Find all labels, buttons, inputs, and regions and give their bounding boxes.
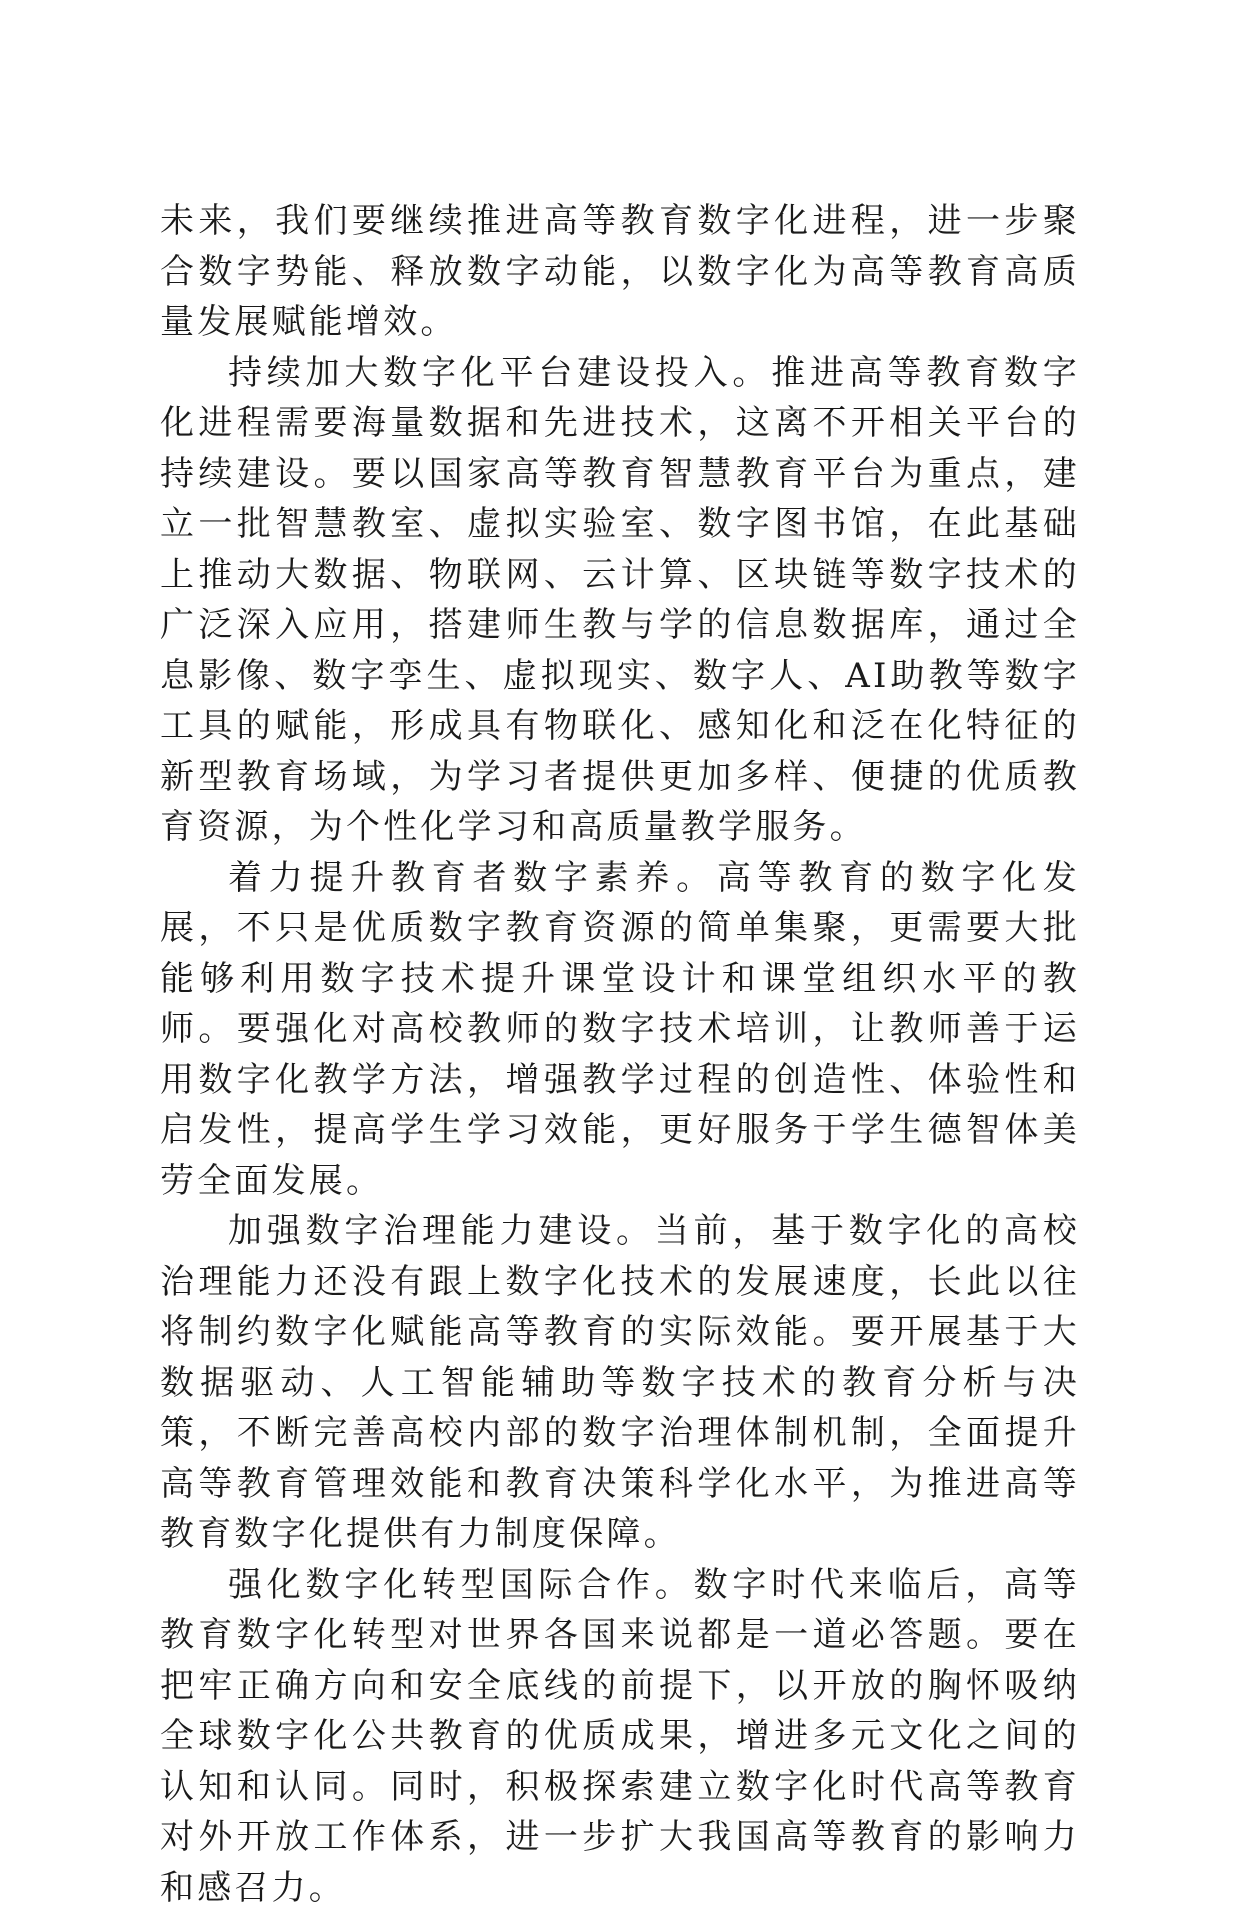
paragraph-platform-construction: 持续加大数字化平台建设投入。推进高等教育数字化进程需要海量数据和先进技术，这离不开相关平台的持续建设。要以国家高等教育智慧教育平台为重点，建立一批智慧教室、虚拟实验室、数字图书馆，在此基础上推动大数据、物联网、云计算、区块链等数字技术的广泛深入应用，搭建师生教与学的信息数据库，通过全息影像、数字孪生、虚拟现实、数字人、AI助教等数字工具的赋能，形成具有物联化、感知化和泛在化特征的新型教育场域，为学习者提供更加多样、便捷的优质教育资源，为个性化学习和高质量教学服务。 — [160, 348, 1080, 853]
paragraph-intro: 未来，我们要继续推进高等教育数字化进程，进一步聚合数字势能、释放数字动能，以数字化为高等教育高质量发展赋能增效。 — [160, 196, 1080, 348]
paragraph-educator-literacy: 着力提升教育者数字素养。高等教育的数字化发展，不只是优质数字教育资源的简单集聚，更需要大批能够利用数字技术提升课堂设计和课堂组织水平的教师。要强化对高校教师的数字技术培训，让教师善于运用数字化教学方法，增强教学过程的创造性、体验性和启发性，提高学生学习效能，更好服务于学生德智体美劳全面发展。 — [160, 853, 1080, 1207]
paragraph-digital-governance: 加强数字治理能力建设。当前，基于数字化的高校治理能力还没有跟上数字化技术的发展速度，长此以往将制约数字化赋能高等教育的实际效能。要开展基于大数据驱动、人工智能辅助等数字技术的教育分析与决策，不断完善高校内部的数字治理体制机制，全面提升高等教育管理效能和教育决策科学化水平，为推进高等教育数字化提供有力制度保障。 — [160, 1206, 1080, 1560]
document-body — [160, 196, 1080, 1913]
paragraph-international-cooperation: 强化数字化转型国际合作。数字时代来临后，高等教育数字化转型对世界各国来说都是一道必答题。要在把牢正确方向和安全底线的前提下，以开放的胸怀吸纳全球数字化公共教育的优质成果，增进多元文化之间的认知和认同。同时，积极探索建立数字化时代高等教育对外开放工作体系，进一步扩大我国高等教育的影响力和感召力。 — [160, 1560, 1080, 1913]
